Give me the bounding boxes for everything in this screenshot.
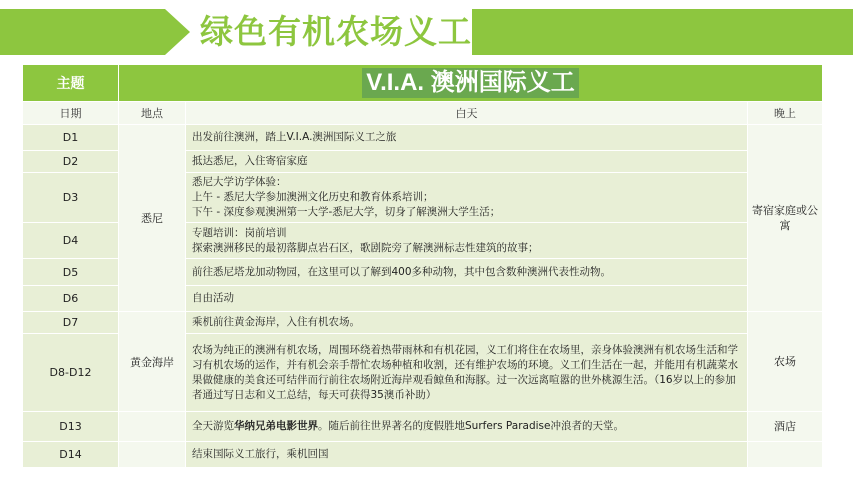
row-line: 专题培训：岗前培训 bbox=[192, 226, 287, 239]
place-empty bbox=[119, 412, 186, 442]
header-place: 地点 bbox=[119, 102, 186, 125]
row-day: D7 bbox=[23, 312, 119, 334]
row-line: 上午 - 悉尼大学参加澳洲文化历史和教育体系培训； bbox=[192, 191, 434, 203]
place-goldcoast: 黄金海岸 bbox=[119, 312, 186, 412]
row-text-multiline bbox=[186, 173, 748, 223]
row-text-multiline bbox=[186, 223, 748, 259]
theme-label: 主题 bbox=[23, 65, 119, 102]
evening-hotel: 酒店 bbox=[748, 412, 823, 442]
row-text-rich bbox=[186, 412, 748, 442]
row-text: 前往悉尼塔龙加动物园，在这里可以了解到400多种动物，其中包含数种澳洲代表性动物。 bbox=[186, 259, 748, 286]
header-evening: 晚上 bbox=[748, 102, 823, 125]
row-text: 农场为纯正的澳洲有机农场，周围环绕着热带雨林和有机花园，义工们将住在农场里，亲身体验澳洲有机农场生活和学习有机农场的运作，并有机会亲手帮忙农场种植和收割，还有维护农场的环境。义工们生活在一起，并能用有机蔬菜水果做健康的美食还可结伴而行前往农场附近海岸观看鲸鱼和海豚。过一次远离喧嚣的世外桃源生活。（16岁以上的参加者通过写日志和义工总结，每天可获得35澳币补助） bbox=[186, 334, 748, 412]
header-day: 白天 bbox=[186, 102, 748, 125]
row-text-pre: 全天游览 bbox=[192, 420, 234, 432]
place-empty bbox=[119, 442, 186, 468]
row-day: D8-D12 bbox=[23, 334, 119, 412]
row-text: 乘机前往黄金海岸，入住有机农场。 bbox=[186, 312, 748, 334]
page-title: 绿色有机农场义工 bbox=[200, 12, 472, 51]
banner-right-bar bbox=[472, 9, 853, 55]
row-day: D2 bbox=[23, 151, 119, 173]
row-day: D5 bbox=[23, 259, 119, 286]
row-text: 自由活动 bbox=[186, 286, 748, 312]
row-day: D3 bbox=[23, 173, 119, 223]
evening-empty bbox=[748, 442, 823, 468]
row-day: D13 bbox=[23, 412, 119, 442]
row-text-bold: 华纳兄弟电影世界 bbox=[234, 420, 318, 432]
itinerary-table bbox=[22, 64, 823, 468]
place-sydney: 悉尼 bbox=[119, 125, 186, 312]
row-text: 出发前往澳洲，踏上V.I.A.澳洲国际义工之旅 bbox=[186, 125, 748, 151]
row-day: D6 bbox=[23, 286, 119, 312]
row-day: D1 bbox=[23, 125, 119, 151]
banner-left-arrow bbox=[0, 9, 190, 55]
row-text: 抵达悉尼，入住寄宿家庭 bbox=[186, 151, 748, 173]
row-line: 下午 - 深度参观澳洲第一大学-悉尼大学，切身了解澳洲大学生活； bbox=[192, 206, 501, 218]
evening-sydney: 寄宿家庭或公寓 bbox=[748, 125, 823, 312]
row-day: D14 bbox=[23, 442, 119, 468]
row-line: 探索澳洲移民的最初落脚点岩石区，歌剧院旁了解澳洲标志性建筑的故事； bbox=[192, 241, 539, 254]
header-date: 日期 bbox=[23, 102, 119, 125]
row-day: D4 bbox=[23, 223, 119, 259]
row-line: 悉尼大学访学体验： bbox=[192, 176, 287, 188]
program-title-cell bbox=[119, 65, 823, 102]
row-text-post: 。随后前往世界著名的度假胜地Surfers Paradise冲浪者的天堂。 bbox=[318, 420, 624, 432]
row-text: 结束国际义工旅行，乘机回国 bbox=[186, 442, 748, 468]
evening-farm: 农场 bbox=[748, 312, 823, 412]
program-title: V.I.A. 澳洲国际义工 bbox=[362, 68, 578, 98]
